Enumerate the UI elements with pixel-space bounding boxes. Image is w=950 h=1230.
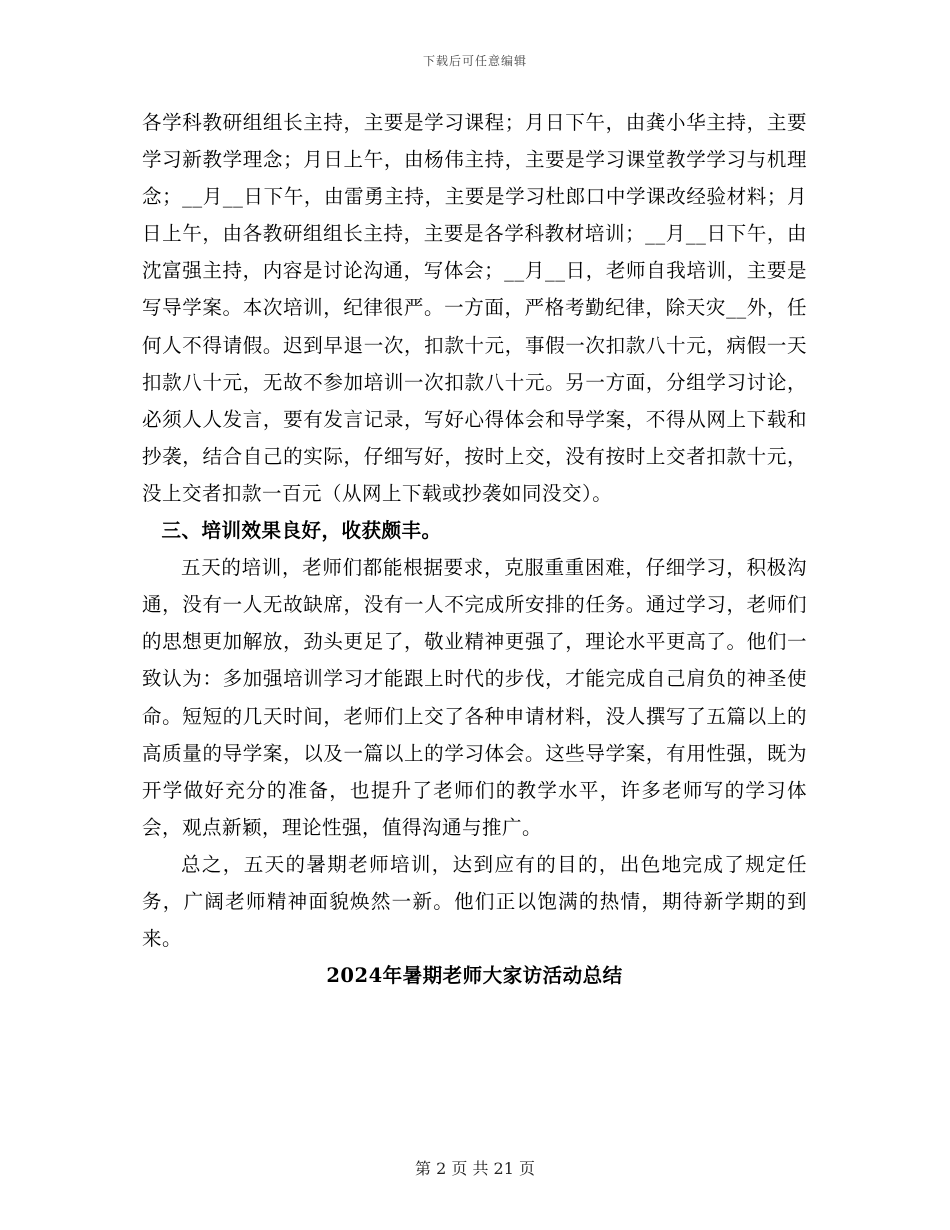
paragraph-summary: 总之，五天的暑期老师培训，达到应有的目的，出色地完成了规定任务，广阔老师精神面貌焕然一新。他们正以饱满的热情，期待新学期的到来。: [142, 852, 807, 951]
next-document-title: 2024年暑期老师大家访活动总结: [326, 964, 623, 988]
page-number-footer: 第 2 页 共 21 页: [415, 1159, 535, 1178]
paragraph-continued: 各学科教研组组长主持，主要是学习课程；月日下午，由龚小华主持，主要学习新教学理念；月日上午，由杨伟主持，主要是学习课堂教学学习与机理念；__月__日下午，由雷勇主持，主要是学习杜郎口中学课改经验材料；月日上午，由各教研组组长主持，主要是各学科教材培训；__月__日下午，由沈富强主持，内容是讨论沟通，写体会；__月__日，老师自我培训，主要是写导学案。本次培训，纪律很严。一方面，严格考勤纪律，除天灾__外，任何人不得请假。迟到早退一次，扣款十元，事假一次扣款八十元，病假一天扣款八十元，无故不参加培训一次扣款八十元。另一方面，分组学习讨论，必须人人发言，要有发言记录，写好心得体会和导学案，不得从网上下载和抄袭，结合自己的实际，仔细写好，按时上交，没有按时上交者扣款十元，没上交者扣款一百元（从网上下载或抄袭如同没交）。: [142, 111, 807, 505]
page-header: 下载后可任意编辑: [422, 54, 527, 68]
document-body: [142, 104, 807, 994]
paragraph-results: 五天的培训，老师们都能根据要求，克服重重困难，仔细学习，积极沟通，没有一人无故缺席，没有一人不完成所安排的任务。通过学习，老师们的思想更加解放，劲头更足了，敬业精神更强了，理论水平更高了。他们一致认为：多加强培训学习才能跟上时代的步伐，才能完成自己肩负的神圣使命。短短的几天时间，老师们上交了各种申请材料，没人撰写了五篇以上的高质量的导学案，以及一篇以上的学习体会。这些导学案，有用性强，既为开学做好充分的准备，也提升了老师们的教学水平，许多老师写的学习体会，观点新颖，理论性强，值得沟通与推广。: [142, 556, 807, 839]
section-heading-3: 三、培训效果良好，收获颇丰。: [161, 519, 442, 543]
